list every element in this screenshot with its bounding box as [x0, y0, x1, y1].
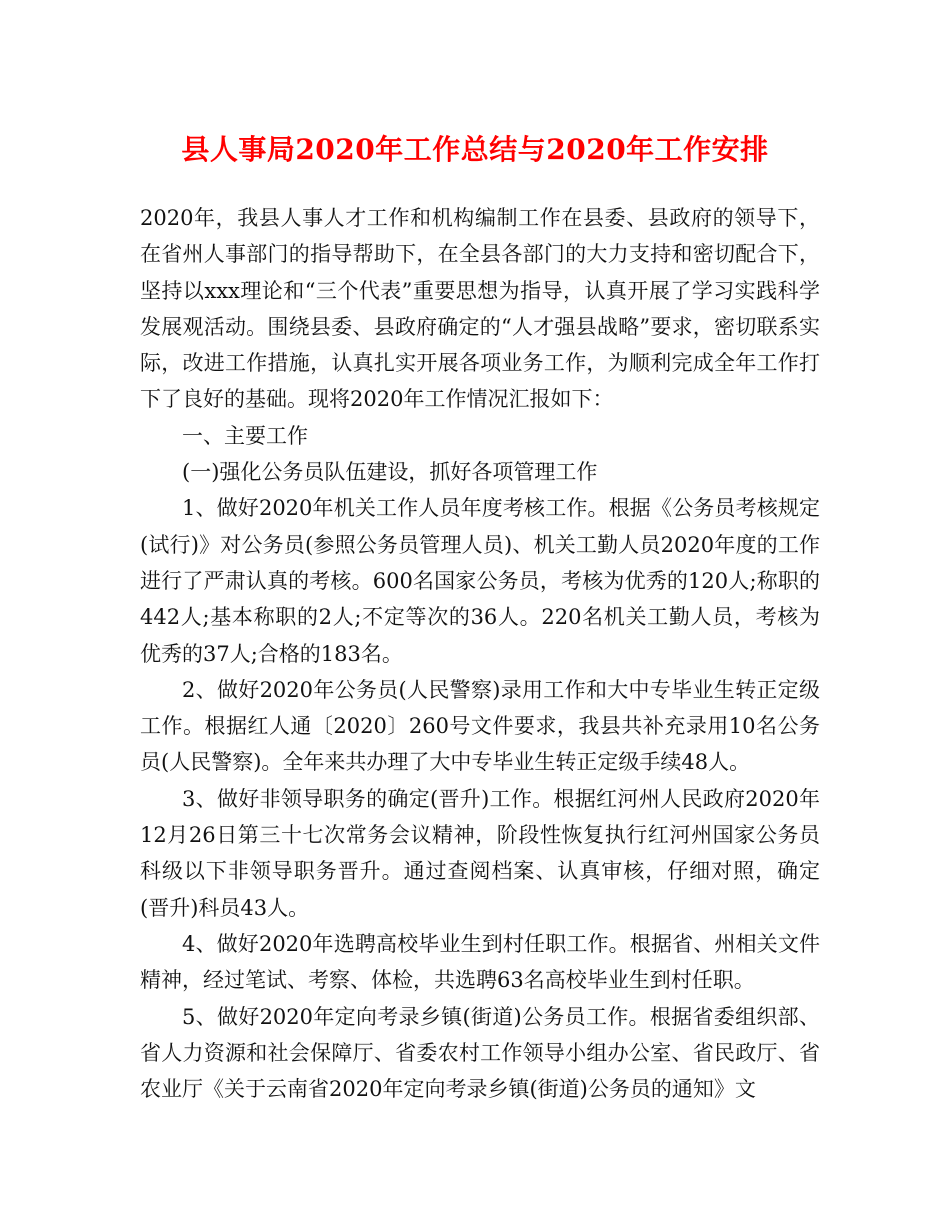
document-title: 县人事局2020年工作总结与2020年工作安排	[181, 133, 769, 166]
intro-paragraph: 2020年，我县人事人才工作和机构编制工作在县委、县政府的领导下，在省州人事部门的指导帮助下，在全县各部门的大力支持和密切配合下，坚持以xxx理论和“三个代表”重要思想为指导，认真开展了学习实践科学发展观活动。围绕县委、县政府确定的“人才强县战略”要求，密切联系实际，改进工作措施，认真扎实开展各项业务工作，为顺利完成全年工作打下了良好的基础。现将2020年工作情况汇报如下：	[140, 206, 820, 412]
body-paragraph: 2、做好2020年公务员(人民警察)录用工作和大中专毕业生转正定级工作。根据红人通〔2020〕260号文件要求，我县共补充录用10名公务员(人民警察)。全年来共办理了大中专毕业生转正定级手续48人。	[140, 677, 820, 775]
body-paragraph: 4、做好2020年选聘高校毕业生到村任职工作。根据省、州相关文件精神，经过笔试、考察、体检，共选聘63名高校毕业生到村任职。	[140, 931, 820, 993]
body-paragraph: 5、做好2020年定向考录乡镇(街道)公务员工作。根据省委组织部、省人力资源和社会保障厅、省委农村工作领导小组办公室、省民政厅、省农业厅《关于云南省2020年定向考录乡镇(街道)公务员的通知》文	[140, 1004, 820, 1102]
body-paragraph: 1、做好2020年机关工作人员年度考核工作。根据《公务员考核规定(试行)》对公务员(参照公务员管理人员)、机关工勤人员2020年度的工作进行了严肃认真的考核。600名国家公务员，考核为优秀的120人;称职的442人;基本称职的2人;不定等次的36人。220名机关工勤人员，考核为优秀的37人;合格的183名。	[140, 496, 820, 666]
subsection-heading: (一)强化公务员队伍建设，抓好各项管理工作	[182, 460, 598, 485]
body-paragraph: 3、做好非领导职务的确定(晋升)工作。根据红河州人民政府2020年12月26日第三十七次常务会议精神，阶段性恢复执行红河州国家公务员科级以下非领导职务晋升。通过查阅档案、认真审核，仔细对照，确定(晋升)科员43人。	[140, 786, 821, 920]
section-heading-main-work: 一、主要工作	[182, 423, 308, 448]
document-body	[140, 200, 820, 1107]
